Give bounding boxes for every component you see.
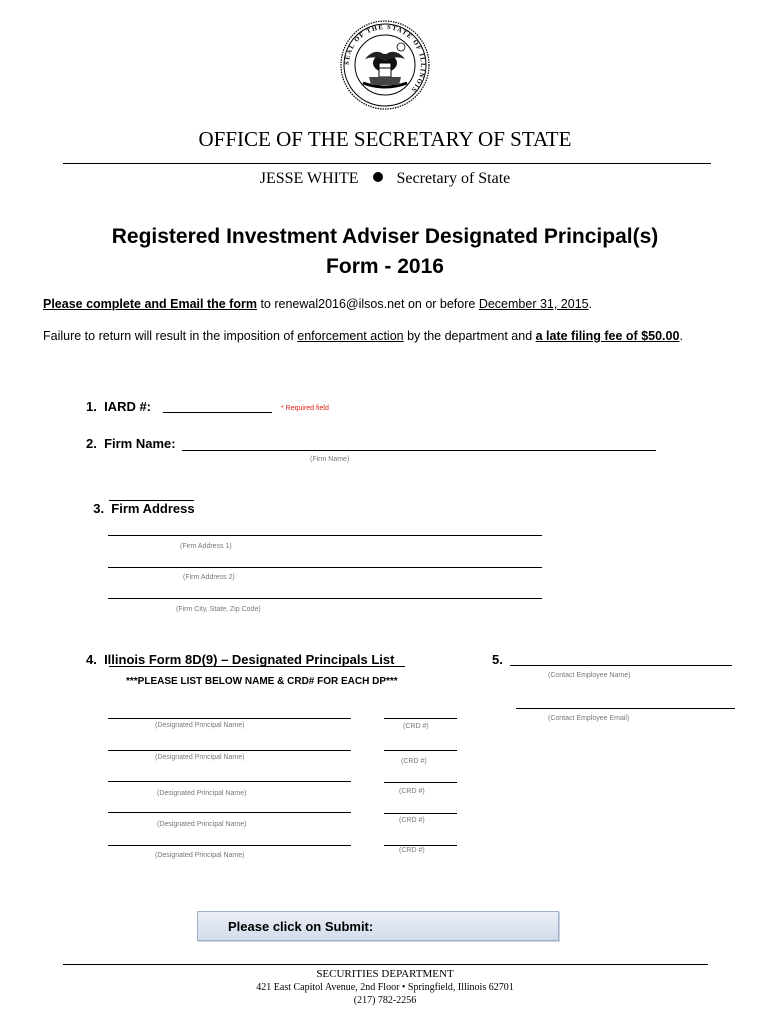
crd-underline — [384, 845, 457, 846]
firm-address1-input[interactable] — [108, 520, 542, 535]
dp-name-input-4[interactable] — [108, 798, 351, 812]
illinois-state-seal — [339, 19, 431, 111]
crd-underline — [384, 718, 457, 719]
footer-address: 421 East Capitol Avenue, 2nd Floor • Springfield, Illinois 62701 — [256, 982, 514, 993]
crd-input-5[interactable] — [384, 831, 457, 845]
firm-city-state-zip-input[interactable] — [108, 583, 542, 598]
late-fee-text: a late filing fee of $50.00 — [535, 329, 680, 343]
firm-city-caption: (Firm City, State, Zip Code) — [176, 606, 261, 613]
firm-address-label-text: 3. Firm Address — [93, 501, 195, 516]
dp-name-caption: (Designated Principal Name) — [157, 790, 247, 797]
failure-line — [43, 329, 683, 343]
dp-name-input-5[interactable] — [108, 831, 351, 845]
contact-name-underline — [510, 665, 732, 666]
dp-list-label-underline — [109, 666, 405, 667]
firm-name-underline — [182, 450, 656, 451]
dp-name-caption: (Designated Principal Name) — [155, 852, 245, 859]
firm-name-label: 2. Firm Name: — [86, 436, 176, 451]
secretary-name: JESSE WHITE — [259, 170, 359, 187]
iard-input[interactable] — [163, 398, 272, 412]
instruction-period: . — [588, 297, 593, 311]
instruction-line — [43, 297, 592, 311]
crd-caption: (CRD #) — [401, 758, 427, 765]
submit-button[interactable]: Please click on Submit: — [197, 911, 559, 941]
crd-caption: (CRD #) — [399, 788, 425, 795]
crd-caption: (CRD #) — [399, 847, 425, 854]
secretary-title: Secretary of State — [396, 170, 511, 187]
firm-address-label — [86, 486, 195, 516]
contact-email-input[interactable] — [516, 694, 735, 708]
footer-phone: (217) 782-2256 — [353, 995, 417, 1006]
footer-department: SECURITIES DEPARTMENT — [316, 968, 454, 980]
contact-number: 5. — [492, 652, 503, 667]
dp-name-underline — [108, 812, 351, 813]
form-year: Form - 2016 — [326, 255, 444, 278]
firm-address1-caption: (Firm Address 1) — [180, 543, 232, 550]
footer-divider — [63, 964, 708, 965]
dp-name-caption: (Designated Principal Name) — [155, 754, 245, 761]
firm-name-caption: (Firm Name) — [310, 456, 350, 463]
failure-mid: by the department and — [403, 329, 536, 343]
instruction-deadline: December 31, 2015 — [478, 297, 589, 311]
office-title: OFFICE OF THE SECRETARY OF STATE — [198, 127, 572, 151]
contact-email-underline — [516, 708, 735, 709]
instruction-bold: Please complete and Email the form — [43, 297, 257, 311]
contact-name-caption: (Contact Employee Name) — [548, 672, 631, 679]
form-title: Registered Investment Adviser Designated Principal(s) — [111, 225, 659, 248]
firm-address-label-underline — [109, 500, 194, 501]
dp-name-underline — [108, 750, 351, 751]
crd-caption: (CRD #) — [403, 723, 429, 730]
dp-name-input-2[interactable] — [108, 736, 351, 750]
dp-list-label: 4. Illinois Form 8D(9) – Designated Principals List — [86, 652, 395, 667]
firm-name-input[interactable] — [182, 436, 656, 450]
header-divider — [63, 163, 711, 164]
bullet-icon — [373, 172, 383, 182]
dp-instruction: ***PLEASE LIST BELOW NAME & CRD# FOR EACH DP*** — [126, 676, 398, 687]
dp-name-underline — [108, 845, 351, 846]
dp-name-underline — [108, 718, 351, 719]
dp-name-input-3[interactable] — [108, 767, 351, 781]
contact-email-caption: (Contact Employee Email) — [548, 715, 630, 722]
iard-field-underline — [163, 412, 272, 413]
crd-input-3[interactable] — [384, 768, 457, 782]
dp-name-caption: (Designated Principal Name) — [157, 821, 247, 828]
crd-underline — [384, 782, 457, 783]
dp-name-caption: (Designated Principal Name) — [155, 722, 245, 729]
contact-name-input[interactable] — [510, 651, 732, 665]
firm-address2-underline — [108, 567, 542, 568]
firm-address2-input[interactable] — [108, 552, 542, 567]
iard-label: 1. IARD #: — [86, 399, 152, 414]
secretary-line — [0, 170, 770, 188]
crd-input-2[interactable] — [384, 736, 457, 750]
dp-name-underline — [108, 781, 351, 782]
required-field-note: * Required field — [281, 405, 329, 412]
crd-input-4[interactable] — [384, 799, 457, 813]
firm-city-underline — [108, 598, 542, 599]
crd-underline — [384, 750, 457, 751]
seal-ring-text: SEAL OF THE STATE OF ILLINOIS — [343, 23, 427, 94]
crd-input-1[interactable] — [384, 704, 457, 718]
failure-period: . — [679, 329, 683, 343]
instruction-email: to renewal2016@ilsos.net on or before — [256, 297, 479, 311]
crd-underline — [384, 813, 457, 814]
crd-caption: (CRD #) — [399, 817, 425, 824]
firm-address2-caption: (Firm Address 2) — [183, 574, 235, 581]
enforcement-action-text: enforcement action — [297, 329, 404, 343]
firm-address1-underline — [108, 535, 542, 536]
dp-name-input-1[interactable] — [108, 704, 351, 718]
failure-start: Failure to return will result in the imposition of — [43, 329, 298, 343]
